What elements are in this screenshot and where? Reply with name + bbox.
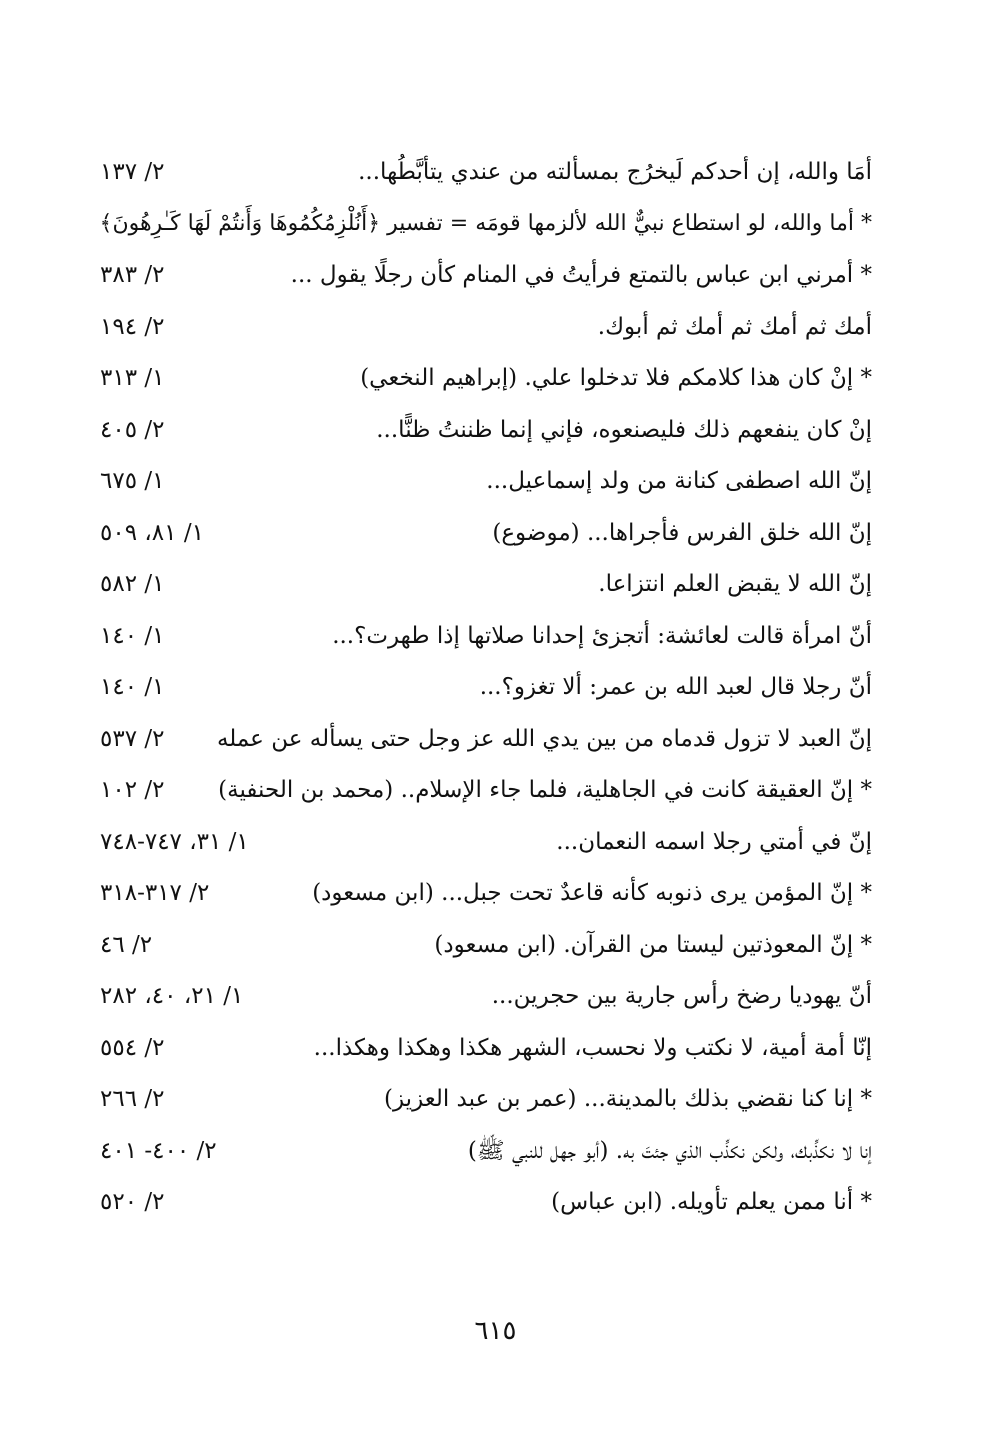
entry-text: إنا لا نكذِّبك، ولكن نكذِّب الذي جئتَ به. (أبو جهل للنبي ﷺ) (467, 1137, 872, 1164)
entry-reference: ٢/ ٤٠٥ (100, 416, 165, 443)
index-entry (100, 921, 872, 973)
index-entry (100, 406, 872, 458)
index-entry (100, 612, 872, 664)
entry-reference: ٢/ ١٣٧ (100, 159, 165, 185)
index-entry (100, 457, 872, 509)
index-entry (100, 560, 872, 612)
index-entry (100, 1075, 872, 1127)
index-entry (100, 715, 872, 767)
entry-text: إنْ كان ينفعهم ذلك فليصنعوه، فإني إنما ظننتُ ظنًّا... (376, 416, 872, 443)
page-number: ٦١٥ (474, 1316, 517, 1346)
index-entry (100, 251, 872, 303)
entry-reference: ١/ ٢١، ٤٠، ٢٨٢ (100, 983, 244, 1009)
entry-reference: ٢/ ١٠٢ (100, 777, 165, 803)
entry-text: إنّا أمة أمية، لا نكتب ولا نحسب، الشهر هكذا وهكذا وهكذا... (313, 1034, 872, 1061)
entry-text: إنّ العبد لا تزول قدماه من بين يدي الله عز وجل حتى يسأله عن عمله (216, 725, 872, 752)
entry-reference: ٢/ ١٩٤ (100, 313, 165, 340)
index-entry (100, 869, 872, 921)
entry-text: أنّ امرأة قالت لعائشة: أتجزئ إحدانا صلاتها إذا طهرت؟... (332, 622, 872, 649)
entry-reference: ٢/ ٢٦٦ (100, 1086, 165, 1112)
entry-reference: ١/ ٣١، ٧٤٧-٧٤٨ (100, 828, 249, 855)
entry-text: * إنْ كان هذا كلامكم فلا تدخلوا علي. (إبراهيم النخعي) (360, 365, 872, 391)
entry-text: * إنا كنا نقضي بذلك بالمدينة... (عمر بن عبد العزيز) (384, 1086, 872, 1112)
entry-reference: ٢/ ٣١٧-٣١٨ (100, 880, 210, 906)
entry-text: إنّ الله خلق الفرس فأجراها... (موضوع) (492, 519, 872, 546)
index-entry (100, 663, 872, 715)
entry-text: * أنا ممن يعلم تأويله. (ابن عباس) (551, 1189, 872, 1215)
entry-reference: ٢/ ٤٠٠- ٤٠١ (100, 1137, 217, 1164)
index-entry (100, 766, 872, 818)
index-entry (100, 303, 872, 355)
index-entry (100, 200, 872, 252)
index-entry (100, 1127, 872, 1179)
index-entry (100, 972, 872, 1024)
entry-text: أمَا والله، إن أحدكم لَيخرُج بمسألته من عندي يتأبَّطُها... (358, 159, 872, 185)
entry-reference: ٢/ ٥٣٧ (100, 725, 165, 752)
index-entry (100, 1178, 872, 1230)
index-entry (100, 1024, 872, 1076)
entry-reference: ٢/ ٤٦ (100, 931, 153, 958)
entry-reference: ٢/ ٥٥٤ (100, 1034, 165, 1061)
entry-text: أمك ثم أمك ثم أمك ثم أبوك. (597, 313, 872, 340)
entry-text: إنّ الله اصطفى كنانة من ولد إسماعيل... (486, 468, 872, 494)
index-entries-list (100, 148, 872, 1230)
entry-reference: ١/ ٨١، ٥٠٩ (100, 519, 204, 546)
index-entry (100, 818, 872, 870)
entry-reference: ١/ ٣١٣ (100, 365, 165, 391)
entry-reference: ٢/ ٣٨٣ (100, 262, 165, 288)
entry-text: * أمرني ابن عباس بالتمتع فرأيتُ في المنام كأن رجلًا يقول ... (290, 262, 872, 288)
entry-text: إنّ الله لا يقبض العلم انتزاعا. (598, 571, 872, 597)
index-entry (100, 354, 872, 406)
entry-reference: ١/ ١٤٠ (100, 622, 165, 649)
entry-text: * إنّ المعوذتين ليستا من القرآن. (ابن مسعود) (434, 931, 872, 958)
entry-text: أنّ يهوديا رضخ رأس جارية بين حجرين... (491, 983, 872, 1009)
entry-reference: ١/ ١٤٠ (100, 674, 165, 700)
entry-text: * إنّ المؤمن يرى ذنوبه كأنه قاعدٌ تحت جبل... (ابن مسعود) (312, 880, 872, 906)
entry-text: * إنّ العقيقة كانت في الجاهلية، فلما جاء الإسلام.. (محمد بن الحنفية) (218, 777, 872, 803)
entry-text: إنّ في أمتي رجلا اسمه النعمان... (556, 828, 872, 855)
entry-reference: ١/ ٥٨٢ (100, 571, 165, 597)
entry-text: أنّ رجلا قال لعبد الله بن عمر: ألا تغزو؟... (479, 674, 872, 700)
entry-reference: ٢/ ٥٢٠ (100, 1189, 165, 1215)
entry-reference: ١/ ٦٧٥ (100, 468, 165, 494)
index-entry (100, 148, 872, 200)
entry-text: * أما والله، لو استطاع نبيٌّ الله لألزمها قومَه = تفسير ﴿أَنُلْزِمُكُمُوهَا وَأَنتُمْ لَهَا كَـٰرِهُونَ﴾ (99, 210, 872, 236)
index-entry (100, 509, 872, 561)
